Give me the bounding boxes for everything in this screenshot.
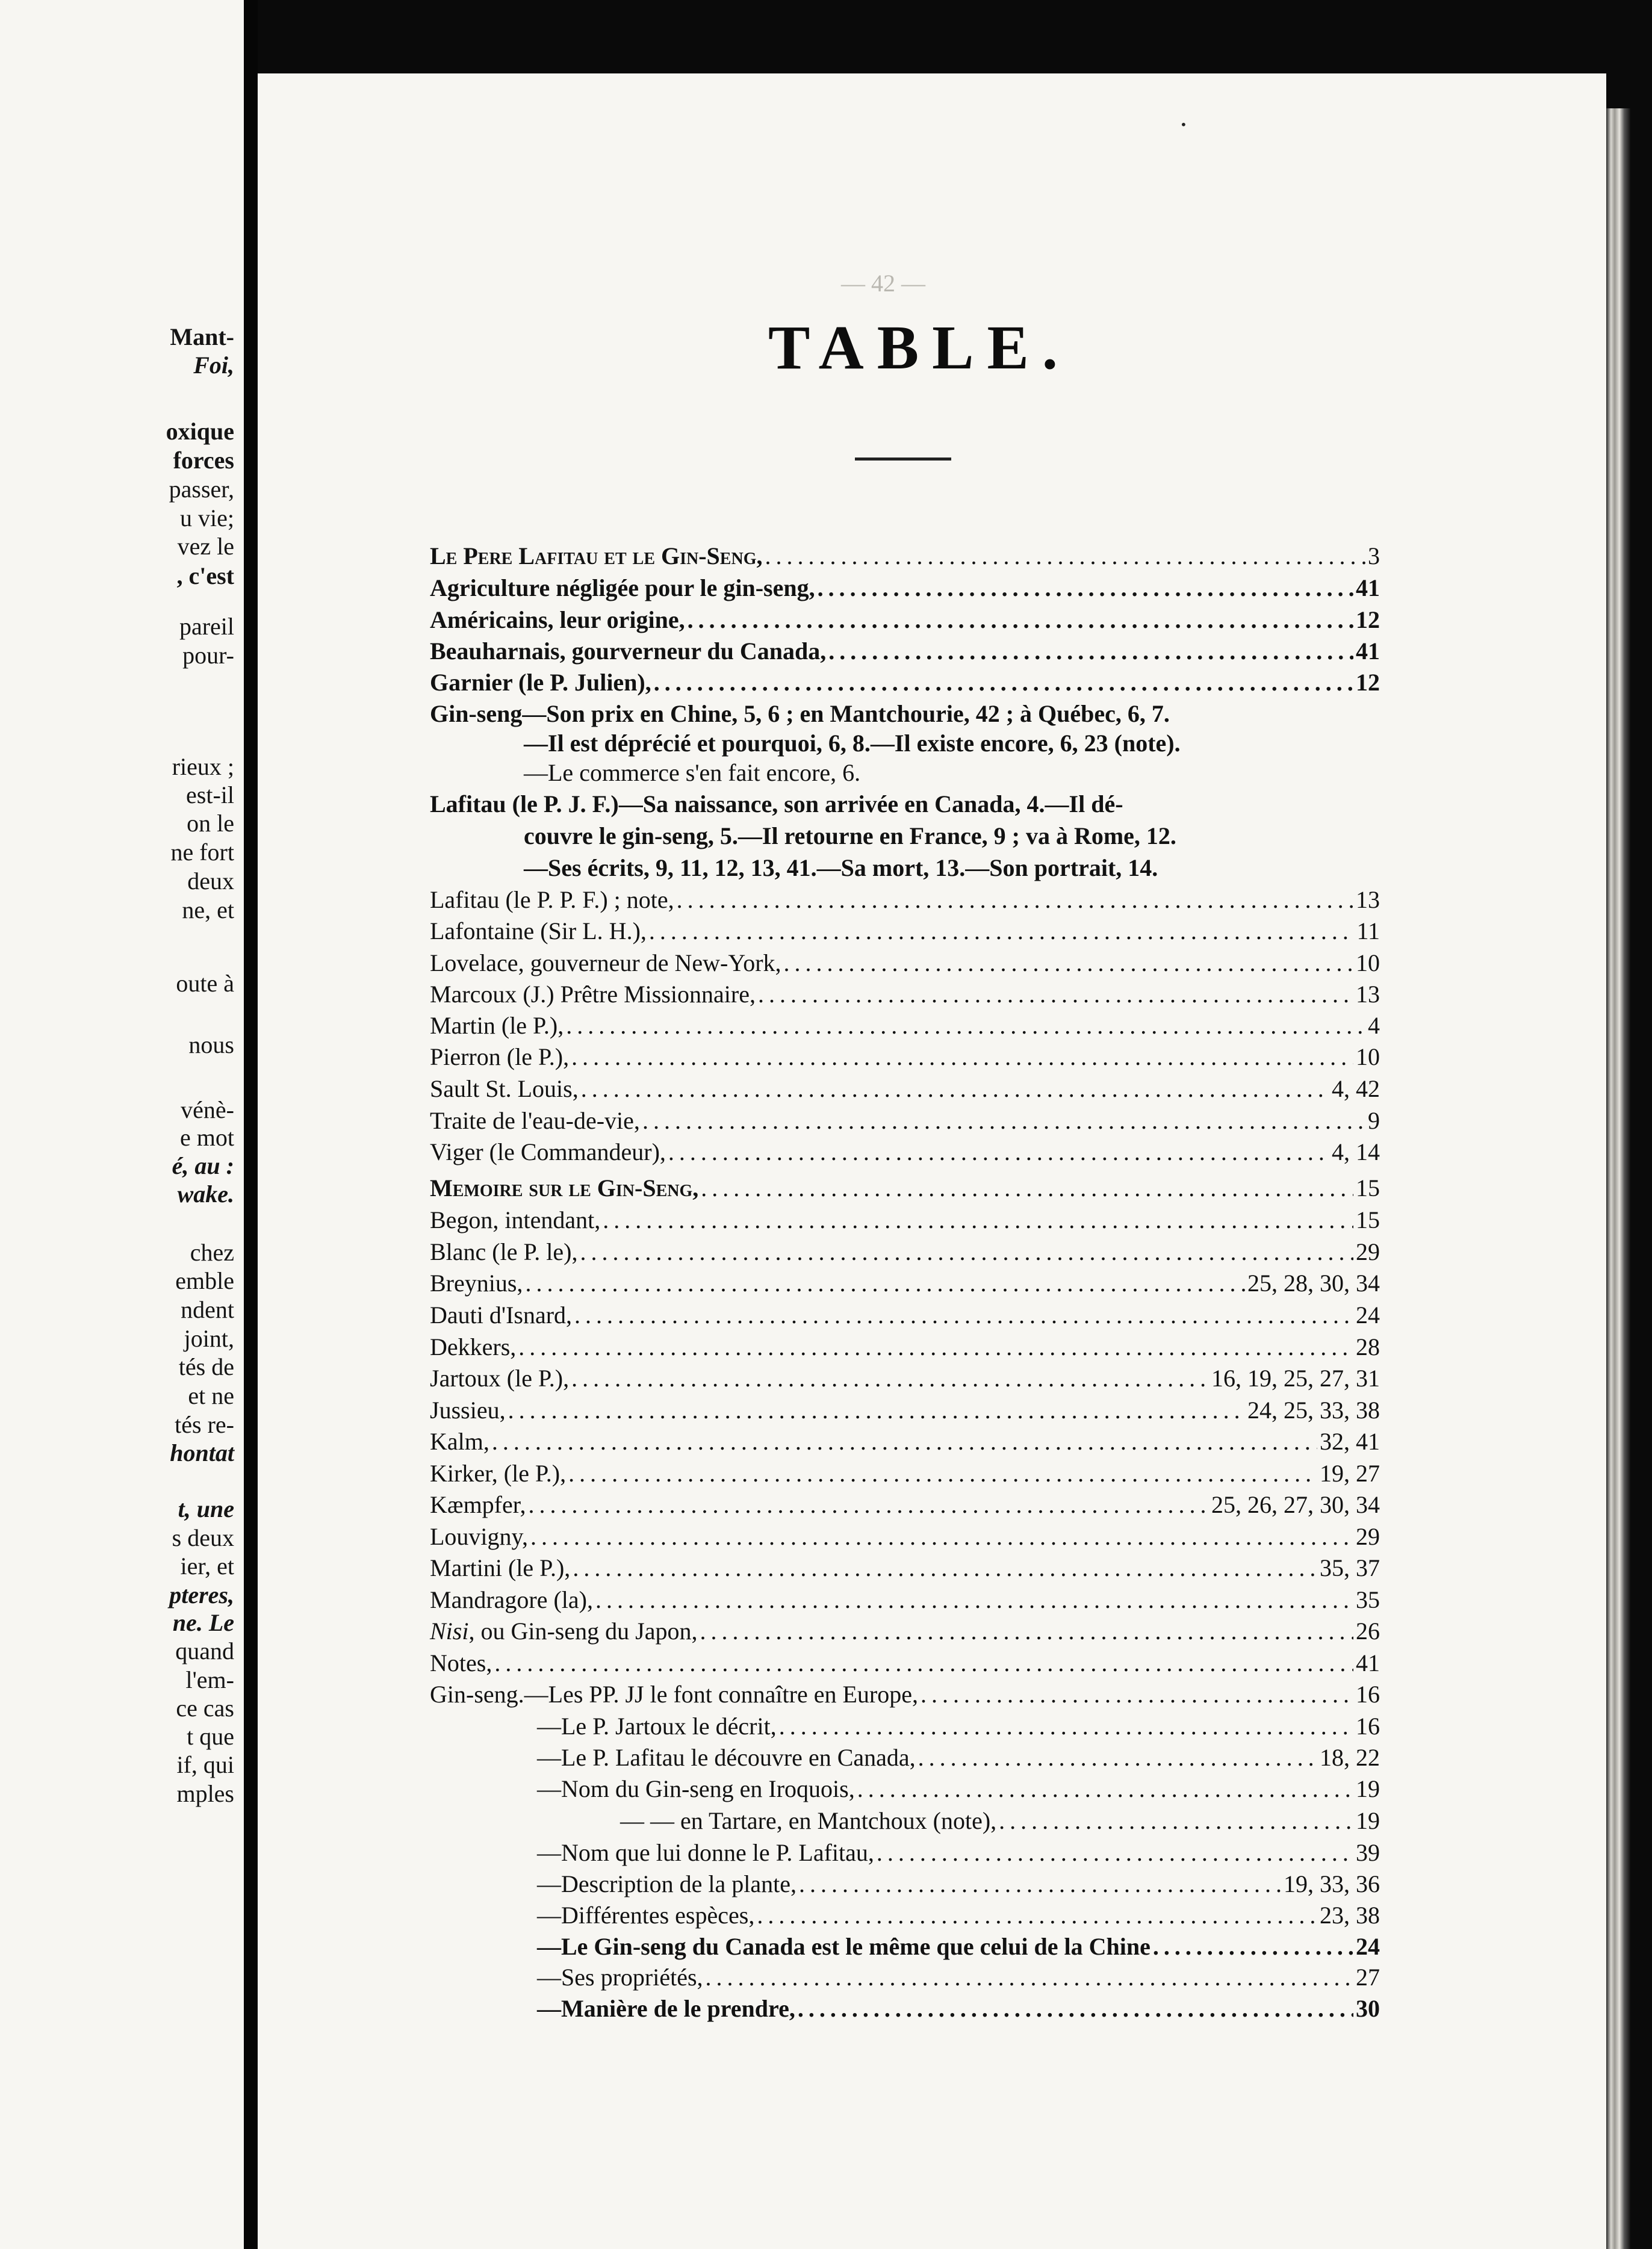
toc-entry-title: Lovelace, gouverneur de New-York, xyxy=(430,949,781,976)
toc-entry-title: Blanc (le P. le), xyxy=(430,1238,578,1265)
left-page-text-fragment: ne fort xyxy=(170,839,234,866)
toc-page-number: 9 xyxy=(1368,1107,1380,1134)
toc-entry-continuation: —Ses écrits, 9, 11, 12, 13, 41.—Sa mort, 13.—Son portrait, 14. xyxy=(524,854,1158,881)
toc-entry xyxy=(430,1298,1380,1332)
left-page-text-fragment: passer, xyxy=(169,476,234,503)
toc-entry xyxy=(430,1203,1380,1237)
left-page-text-fragment: joint, xyxy=(184,1325,234,1352)
toc-page-number: 19 xyxy=(1356,1775,1380,1802)
dot-leader xyxy=(701,1171,1353,1205)
left-page-text-fragment: pteres, xyxy=(169,1581,234,1608)
toc-page-number: 25, 28, 30, 34 xyxy=(1247,1270,1380,1297)
dot-leader xyxy=(571,1040,1353,1074)
toc-page-number: 16, 19, 25, 27, 31 xyxy=(1211,1365,1380,1392)
dot-leader xyxy=(818,571,1353,605)
left-page-text-fragment: s deux xyxy=(172,1524,234,1551)
toc-entry-title: Dekkers, xyxy=(430,1333,517,1360)
toc-entry-title: —Différentes espèces, xyxy=(537,1902,755,1929)
toc-entry-title: Notes, xyxy=(430,1649,492,1677)
toc-page-number: 32, 41 xyxy=(1320,1428,1380,1455)
toc-page-number: 13 xyxy=(1356,981,1380,1008)
toc-entry xyxy=(537,1710,1380,1743)
toc-entry: Lafitau (le P. J. F.)—Sa naissance, son arrivée en Canada, 4.—Il dé- xyxy=(430,790,1123,817)
toc-entry-title: Jartoux (le P.), xyxy=(430,1365,570,1392)
toc-page-number: 13 xyxy=(1356,886,1380,913)
toc-entry-title: — — en Tartare, en Mantchoux (note), xyxy=(620,1807,997,1834)
ink-speck: • xyxy=(1180,117,1187,132)
dot-leader xyxy=(595,1583,1353,1617)
toc-entry xyxy=(430,1171,1380,1205)
dot-leader xyxy=(999,1804,1353,1838)
toc-entry xyxy=(430,571,1380,605)
toc-page-number: 35 xyxy=(1356,1586,1380,1613)
left-page-text-fragment: pour- xyxy=(182,642,234,669)
toc-entry-title: —Description de la plante, xyxy=(537,1870,796,1897)
left-page-text-fragment: hontat xyxy=(170,1439,234,1466)
toc-entry xyxy=(430,1330,1380,1364)
toc-page-number: 4, 42 xyxy=(1332,1075,1380,1102)
toc-entry xyxy=(430,883,1380,917)
toc-entry-title: Beauharnais, gourverneur du Canada, xyxy=(430,637,827,665)
toc-entry xyxy=(537,1930,1380,1964)
toc-entry xyxy=(430,1135,1380,1169)
left-page-text-fragment: ndent xyxy=(181,1296,234,1323)
left-page-text-fragment: pareil xyxy=(179,613,234,640)
toc-entry-title: Le Pere Lafitau et le Gin-Seng, xyxy=(430,542,763,569)
toc-page-number: 19, 33, 36 xyxy=(1284,1870,1380,1897)
toc-page-number: 10 xyxy=(1356,1043,1380,1070)
toc-page-number: 29 xyxy=(1356,1523,1380,1550)
left-page-text-fragment: deux xyxy=(187,867,234,895)
toc-page-number: 12 xyxy=(1356,606,1380,633)
left-page-text-fragment: ne. Le xyxy=(172,1609,234,1636)
toc-entry-title: Mandragore (la), xyxy=(430,1586,593,1613)
toc-entry-title: Marcoux (J.) Prêtre Missionnaire, xyxy=(430,981,756,1008)
toc-entry-title: —Le Gin-seng du Canada est le même que celui de la Chine xyxy=(537,1933,1150,1960)
dot-leader xyxy=(518,1330,1353,1364)
left-page-text-fragment: forces xyxy=(173,447,234,474)
dot-leader xyxy=(784,946,1353,980)
toc-entry-title: Kalm, xyxy=(430,1428,489,1455)
toc-page-number: 28 xyxy=(1356,1333,1380,1360)
dot-leader xyxy=(688,603,1353,637)
toc-page-number: 41 xyxy=(1356,574,1380,601)
toc-page-number: 12 xyxy=(1356,669,1380,696)
toc-page-number: 15 xyxy=(1356,1174,1380,1202)
dot-leader xyxy=(677,883,1353,917)
left-page-text-fragment: Mant- xyxy=(170,323,234,350)
toc-page-number: 4 xyxy=(1368,1012,1380,1039)
toc-entry-title: —Le P. Jartoux le décrit, xyxy=(537,1713,777,1740)
bleed-through-page-number: — 42 — xyxy=(841,270,925,297)
toc-entry-title: Pierron (le P.), xyxy=(430,1043,570,1070)
toc-entry xyxy=(430,1267,1380,1300)
dot-leader xyxy=(654,666,1353,700)
dot-leader xyxy=(525,1267,1245,1300)
toc-entry xyxy=(537,1961,1380,1994)
dot-leader xyxy=(758,978,1353,1011)
toc-entry xyxy=(430,1520,1380,1554)
left-page-text-fragment: chez xyxy=(190,1239,234,1266)
toc-entry-title: Garnier (le P. Julien), xyxy=(430,669,651,696)
toc-entry-title: Martini (le P.), xyxy=(430,1554,571,1581)
toc-entry-title: Américains, leur origine, xyxy=(430,606,685,633)
toc-page-number: 16 xyxy=(1356,1713,1380,1740)
toc-page-number: 30 xyxy=(1356,1995,1380,2022)
dot-leader xyxy=(603,1203,1353,1237)
dot-leader xyxy=(568,1457,1317,1491)
page-title: TABLE. xyxy=(768,313,1071,382)
left-page-text-fragment: nous xyxy=(188,1031,234,1058)
toc-entry xyxy=(430,1425,1380,1459)
toc-page-number: 10 xyxy=(1356,949,1380,976)
left-page-text-fragment: ce cas xyxy=(176,1695,234,1722)
dot-leader xyxy=(580,1235,1354,1269)
dot-leader xyxy=(918,1741,1317,1775)
dot-leader xyxy=(1153,1930,1353,1964)
toc-page-number: 4, 14 xyxy=(1332,1138,1380,1165)
dot-leader xyxy=(566,1009,1365,1043)
toc-entry-title: Traite de l'eau-de-vie, xyxy=(430,1107,640,1134)
left-page-text-fragment: emble xyxy=(175,1267,234,1294)
dot-leader xyxy=(492,1425,1317,1459)
toc-entry-title: Agriculture négligée pour le gin-seng, xyxy=(430,574,815,601)
dot-leader xyxy=(574,1298,1353,1332)
toc-entry xyxy=(430,914,1380,948)
toc-entry-title: —Ses propriétés, xyxy=(537,1964,703,1991)
dot-leader xyxy=(877,1836,1353,1870)
toc-entry xyxy=(430,1394,1380,1427)
toc-entry-title: Martin (le P.), xyxy=(430,1012,564,1039)
toc-entry-title: Memoire sur le Gin-Seng, xyxy=(430,1174,699,1202)
toc-entry xyxy=(430,1615,1380,1648)
toc-entry-title: Lafitau (le P. P. F.) ; note, xyxy=(430,886,674,913)
toc-entry xyxy=(537,1741,1380,1775)
toc-entry xyxy=(430,1009,1380,1043)
dot-leader xyxy=(668,1135,1329,1169)
toc-entry-title: Dauti d'Isnard, xyxy=(430,1301,573,1329)
toc-page-number: 24 xyxy=(1356,1301,1380,1329)
left-page-text-fragment: ne, et xyxy=(182,896,234,923)
toc-entry xyxy=(430,666,1380,700)
toc-page-number: 41 xyxy=(1356,637,1380,665)
toc-entry xyxy=(430,1104,1380,1138)
toc-page-number: 15 xyxy=(1356,1206,1380,1233)
toc-page-number: 16 xyxy=(1356,1681,1380,1708)
left-page-text-fragment: oute à xyxy=(176,970,234,997)
toc-entry xyxy=(430,634,1380,668)
dot-leader xyxy=(921,1678,1353,1711)
toc-entry xyxy=(430,1040,1380,1074)
left-page-text-fragment: tés de xyxy=(178,1353,234,1380)
toc-page-number: 25, 26, 27, 30, 34 xyxy=(1211,1491,1380,1518)
left-page-text-fragment: vénè- xyxy=(181,1096,234,1123)
dot-leader xyxy=(798,1992,1353,2026)
left-page-text-fragment: ier, et xyxy=(180,1553,234,1580)
dot-leader xyxy=(528,1488,1209,1522)
toc-page-number: 23, 38 xyxy=(1320,1902,1380,1929)
dot-leader xyxy=(799,1867,1281,1901)
left-page-text-fragment: on le xyxy=(187,810,234,837)
toc-entry-title: —Nom du Gin-seng en Iroquois, xyxy=(537,1775,855,1802)
dot-leader xyxy=(857,1772,1353,1806)
toc-entry xyxy=(430,1646,1380,1680)
left-page-text-fragment: oxique xyxy=(166,418,234,445)
left-page-text-fragment: wake. xyxy=(177,1180,234,1208)
left-page-text-fragment: é, au : xyxy=(172,1152,234,1179)
toc-entry xyxy=(430,1678,1380,1711)
toc-entry xyxy=(430,1488,1380,1522)
toc-entry-title: Kæmpfer, xyxy=(430,1491,526,1518)
toc-entry xyxy=(430,539,1380,573)
left-page-text-fragment: tés re- xyxy=(175,1411,234,1438)
toc-page-number: 27 xyxy=(1356,1964,1380,1991)
toc-page-number: 3 xyxy=(1368,542,1380,569)
dot-leader xyxy=(765,539,1365,573)
left-page-text-fragment: et ne xyxy=(188,1382,234,1409)
toc-entry-title: Gin-seng.—Les PP. JJ le font connaître en Europe, xyxy=(430,1681,918,1708)
dot-leader xyxy=(581,1072,1329,1106)
left-page-text-fragment: if, qui xyxy=(176,1751,234,1778)
dot-leader xyxy=(530,1520,1353,1554)
dot-leader xyxy=(508,1394,1245,1427)
left-page-text-fragment: u vie; xyxy=(180,504,234,532)
left-page-text-fragment: Foi, xyxy=(193,352,234,379)
toc-entry-title: Jussieu, xyxy=(430,1397,506,1424)
toc-entry-continuation: —Il est déprécié et pourquoi, 6, 8.—Il existe encore, 6, 23 (note). xyxy=(524,730,1181,757)
left-page-text-fragment: mples xyxy=(176,1780,234,1807)
toc-entry-continuation: couvre le gin-seng, 5.—Il retourne en France, 9 ; va à Rome, 12. xyxy=(524,822,1176,849)
toc-page-number: 26 xyxy=(1356,1618,1380,1645)
dot-leader xyxy=(573,1551,1317,1585)
toc-entry xyxy=(537,1772,1380,1806)
toc-entry-title: Lafontaine (Sir L. H.), xyxy=(430,917,647,945)
toc-entry xyxy=(430,1235,1380,1269)
dot-leader xyxy=(571,1362,1209,1395)
dot-leader xyxy=(757,1899,1317,1932)
left-page-text-fragment: rieux ; xyxy=(172,753,234,780)
left-page-text-fragment: est-il xyxy=(186,781,234,808)
toc-entry-title: —Le P. Lafitau le découvre en Canada, xyxy=(537,1744,916,1771)
toc-entry-title: Sault St. Louis, xyxy=(430,1075,579,1102)
toc-entry-title: Viger (le Commandeur), xyxy=(430,1138,666,1165)
toc-entry-title: Kirker, (le P.), xyxy=(430,1460,567,1487)
toc-entry xyxy=(537,1899,1380,1932)
toc-entry xyxy=(430,1362,1380,1395)
toc-entry-title: Nisi, ou Gin-seng du Japon, xyxy=(430,1618,698,1645)
toc-entry-continuation: —Le commerce s'en fait encore, 6. xyxy=(524,759,861,786)
toc-entry-title: —Manière de le prendre, xyxy=(537,1995,795,2022)
toc-entry xyxy=(537,1867,1380,1901)
toc-entry xyxy=(430,978,1380,1011)
dot-leader xyxy=(706,1961,1353,1994)
toc-entry-title: Breynius, xyxy=(430,1270,523,1297)
dot-leader xyxy=(494,1646,1353,1680)
toc-page-number: 35, 37 xyxy=(1320,1554,1380,1581)
toc-page-number: 18, 22 xyxy=(1320,1744,1380,1771)
dot-leader xyxy=(828,634,1353,668)
left-page-text-fragment: e mot xyxy=(180,1124,234,1151)
toc-page-number: 41 xyxy=(1356,1649,1380,1677)
toc-page-number: 24 xyxy=(1356,1933,1380,1960)
toc-entry xyxy=(537,1836,1380,1870)
left-page-text-fragment: l'em- xyxy=(185,1666,234,1693)
toc-entry xyxy=(430,1551,1380,1585)
toc-entry xyxy=(430,603,1380,637)
toc-entry xyxy=(430,1583,1380,1617)
toc-page-number: 19, 27 xyxy=(1320,1460,1380,1487)
left-page-text-fragment: t, une xyxy=(178,1495,234,1522)
toc-entry xyxy=(430,1072,1380,1106)
toc-page-number: 19 xyxy=(1356,1807,1380,1834)
toc-entry xyxy=(430,946,1380,980)
toc-entry-title: Louvigny, xyxy=(430,1523,528,1550)
dot-leader xyxy=(700,1615,1353,1648)
dot-leader xyxy=(779,1710,1353,1743)
toc-entry xyxy=(620,1804,1380,1838)
toc-page-number: 11 xyxy=(1356,917,1380,945)
toc-entry: Gin-seng—Son prix en Chine, 5, 6 ; en Mantchourie, 42 ; à Québec, 6, 7. xyxy=(430,700,1170,727)
toc-entry xyxy=(537,1992,1380,2026)
dot-leader xyxy=(649,914,1355,948)
toc-page-number: 24, 25, 33, 38 xyxy=(1247,1397,1380,1424)
left-page-text-fragment: t que xyxy=(187,1723,234,1750)
toc-entry-title: —Nom que lui donne le P. Lafitau, xyxy=(537,1839,874,1866)
toc-page-number: 29 xyxy=(1356,1238,1380,1265)
left-page-text-fragment: vez le xyxy=(177,533,234,560)
dot-leader xyxy=(642,1104,1365,1138)
left-page-text-fragment: , c'est xyxy=(176,562,234,589)
left-page-text-fragment: quand xyxy=(175,1637,234,1664)
toc-entry-title: Begon, intendant, xyxy=(430,1206,601,1233)
toc-page-number: 39 xyxy=(1356,1839,1380,1866)
toc-entry xyxy=(430,1457,1380,1491)
